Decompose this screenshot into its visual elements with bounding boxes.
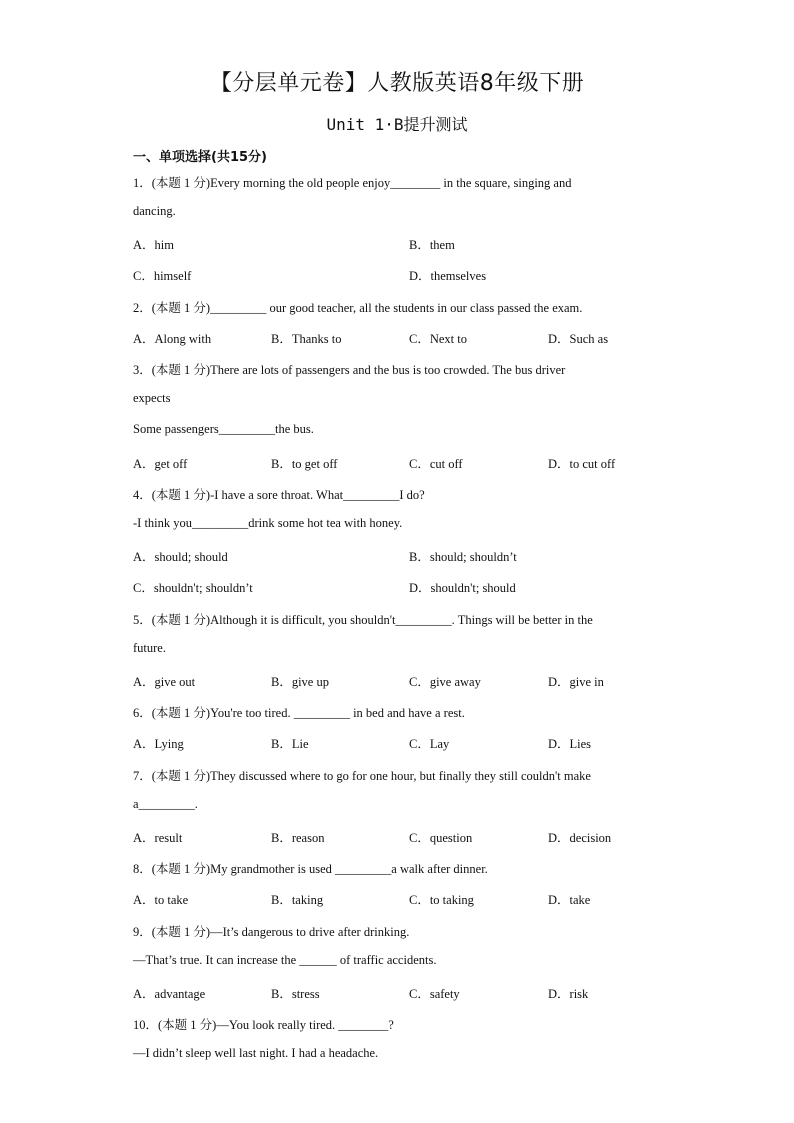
question-1-line-2: dancing. xyxy=(133,204,176,218)
question-2-option-a[interactable]: A．Along with xyxy=(133,332,212,346)
question-4-option-c[interactable]: C．shouldn't; shouldn’t xyxy=(133,581,253,595)
question-2-option-c[interactable]: C．Next to xyxy=(409,332,467,346)
question-9-line-2: —That’s true. It can increase the ______ of traffic accidents. xyxy=(133,953,437,967)
question-9-option-c[interactable]: C．safety xyxy=(409,987,460,1001)
question-9-option-b[interactable]: B．stress xyxy=(271,987,320,1001)
question-7-line-1: 7．(本题 1 分)They discussed where to go for one hour, but finally they still couldn't make xyxy=(133,769,591,783)
question-3-option-b[interactable]: B．to get off xyxy=(271,457,338,471)
question-8-option-a[interactable]: A．to take xyxy=(133,893,189,907)
question-3-line-2: expects xyxy=(133,391,171,405)
question-5-line-1: 5．(本题 1 分)Although it is difficult, you shouldn't_________. Things will be better in the xyxy=(133,613,593,627)
question-7-option-b[interactable]: B．reason xyxy=(271,831,325,845)
question-5-option-b[interactable]: B．give up xyxy=(271,675,329,689)
question-6-option-a[interactable]: A．Lying xyxy=(133,737,184,751)
question-10-line-2: —I didn’t sleep well last night. I had a headache. xyxy=(133,1046,379,1060)
question-3-line-3: Some passengers_________the bus. xyxy=(133,422,314,436)
question-8-option-b[interactable]: B．taking xyxy=(271,893,324,907)
question-2-line-1: 2．(本题 1 分)_________ our good teacher, all the students in our class passed the exam. xyxy=(133,301,583,315)
question-4-line-2: -I think you_________drink some hot tea with honey. xyxy=(133,516,403,530)
question-1-option-b[interactable]: B．them xyxy=(409,238,455,252)
page-title: 【分层单元卷】人教版英语8年级下册 xyxy=(209,71,585,96)
question-7-option-a[interactable]: A．result xyxy=(133,831,183,845)
question-4-option-a[interactable]: A．should; should xyxy=(133,550,228,564)
question-1-option-d[interactable]: D．themselves xyxy=(409,269,487,283)
question-8-option-d[interactable]: D．take xyxy=(548,893,591,907)
question-2-option-d[interactable]: D．Such as xyxy=(548,332,609,346)
question-3-option-d[interactable]: D．to cut off xyxy=(548,457,616,471)
question-1-option-a[interactable]: A．him xyxy=(133,238,174,252)
question-4-line-1: 4．(本题 1 分)-I have a sore throat. What_________I do? xyxy=(133,488,425,502)
question-8-option-c[interactable]: C．to taking xyxy=(409,893,474,907)
question-6-option-b[interactable]: B．Lie xyxy=(271,737,309,751)
question-5-option-a[interactable]: A．give out xyxy=(133,675,196,689)
question-6-line-1: 6．(本题 1 分)You're too tired. _________ in bed and have a rest. xyxy=(133,706,465,720)
question-10-line-1: 10．(本题 1 分)—You look really tired. ________? xyxy=(133,1018,394,1032)
question-1-option-c[interactable]: C．himself xyxy=(133,269,192,283)
question-9-option-d[interactable]: D．risk xyxy=(548,987,589,1001)
question-9-option-a[interactable]: A．advantage xyxy=(133,987,206,1001)
section-heading: 一、单项选择(共15分) xyxy=(133,150,267,165)
question-9-line-1: 9．(本题 1 分)—It’s dangerous to drive after drinking. xyxy=(133,925,410,939)
question-3-option-a[interactable]: A．get off xyxy=(133,457,188,471)
question-5-line-2: future. xyxy=(133,641,166,655)
question-6-option-c[interactable]: C．Lay xyxy=(409,737,450,751)
question-8-line-1: 8．(本题 1 分)My grandmother is used _________a walk after dinner. xyxy=(133,862,488,876)
question-1-line-1: 1．(本题 1 分)Every morning the old people enjoy________ in the square, singing and xyxy=(133,176,572,190)
question-3-option-c[interactable]: C．cut off xyxy=(409,457,463,471)
question-3-line-1: 3．(本题 1 分)There are lots of passengers and the bus is too crowded. The bus driver xyxy=(133,363,566,377)
question-6-option-d[interactable]: D．Lies xyxy=(548,737,592,751)
question-5-option-d[interactable]: D．give in xyxy=(548,675,604,689)
question-7-line-2: a_________. xyxy=(133,797,198,811)
question-7-option-c[interactable]: C．question xyxy=(409,831,473,845)
question-2-option-b[interactable]: B．Thanks to xyxy=(271,332,342,346)
question-7-option-d[interactable]: D．decision xyxy=(548,831,612,845)
page-subtitle: Unit 1·B提升测试 xyxy=(326,115,468,134)
question-4-option-d[interactable]: D．shouldn't; should xyxy=(409,581,516,595)
question-4-option-b[interactable]: B．should; shouldn’t xyxy=(409,550,517,564)
question-5-option-c[interactable]: C．give away xyxy=(409,675,481,689)
